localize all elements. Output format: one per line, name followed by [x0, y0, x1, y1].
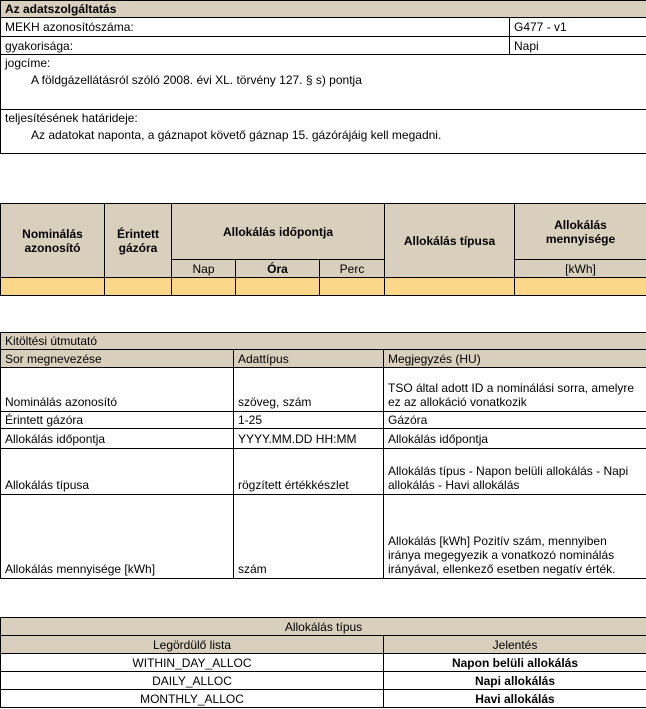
guide-row-note: Allokálás [kWh] Pozitív szám, mennyiben iránya megegyezik a vonatkozó nominálás irányával, ellenkező esetben negatív érték.	[384, 495, 646, 579]
guide-row-note: TSO által adott ID a nominálási sorra, amelyre ez az allokáció vonatkozik	[384, 368, 646, 412]
type-row	[1, 654, 646, 672]
guide-row-type: szöveg, szám	[234, 368, 384, 412]
input-erintett-cell[interactable]	[105, 278, 172, 296]
input-nap-cell[interactable]	[172, 278, 236, 296]
guide-row-name: Nominálás azonosító	[1, 368, 234, 412]
guide-row	[1, 429, 646, 449]
guide-row	[1, 449, 646, 495]
guide-title: Kitöltési útmutató	[1, 333, 646, 350]
sub-unit-header: [kWh]	[515, 260, 646, 278]
guide-row-type: YYYY.MM.DD HH:MM	[234, 429, 384, 449]
sub-perc-header: Perc	[320, 260, 385, 278]
sub-ora-header: Óra	[236, 260, 320, 278]
type-row	[1, 672, 646, 690]
guide-row	[1, 495, 646, 579]
deadline-label: teljesítésének határideje:	[5, 111, 138, 125]
type-header-list: Legördülő lista	[1, 636, 384, 654]
guide-row-type: rögzített értékkészlet	[234, 449, 384, 495]
input-nominalas-cell[interactable]	[1, 278, 105, 296]
guide-row-name: Allokálás időpontja	[1, 429, 234, 449]
deadline-cell	[1, 110, 646, 154]
legal-basis-cell	[1, 55, 646, 110]
col-nominalas-header: Nominálás azonosító	[1, 204, 105, 278]
input-tipus-cell[interactable]	[385, 278, 515, 296]
input-mennyiseg-cell[interactable]	[515, 278, 646, 296]
type-meaning: Havi allokálás	[384, 690, 646, 708]
allocation-data-table	[0, 203, 646, 296]
guide-row-name: Allokálás mennyisége [kWh]	[1, 495, 234, 579]
guide-header-note: Megjegyzés (HU)	[384, 350, 646, 368]
type-meaning: Napon belüli allokálás	[384, 654, 646, 672]
guide-row-type: 1-25	[234, 412, 384, 429]
input-ora-cell[interactable]	[236, 278, 320, 296]
sub-nap-header: Nap	[172, 260, 236, 278]
input-perc-cell[interactable]	[320, 278, 385, 296]
guide-row-note: Gázóra	[384, 412, 646, 429]
legal-text: A földgázellátásról szóló 2008. évi XL. törvény 127. § s) pontja	[31, 73, 362, 87]
guide-table	[0, 332, 646, 579]
service-info-table	[0, 0, 646, 154]
legal-label: jogcíme:	[5, 56, 51, 70]
type-code: DAILY_ALLOC	[1, 672, 384, 690]
guide-row-note: Allokálás típus - Napon belüli allokálás - Napi allokálás - Havi allokálás	[384, 449, 646, 495]
mekh-label: MEKH azonosítószáma:	[1, 18, 510, 37]
service-title: Az adatszolgáltatás	[1, 1, 646, 18]
data-entry-row	[1, 278, 646, 296]
guide-row-name: Érintett gázóra	[1, 412, 234, 429]
guide-row	[1, 368, 646, 412]
type-table-title: Allokálás típus	[1, 618, 646, 636]
col-tipus-header: Allokálás típusa	[385, 204, 515, 278]
col-idopont-header: Allokálás időpontja	[172, 204, 385, 260]
guide-header-type: Adattípus	[234, 350, 384, 368]
type-code: MONTHLY_ALLOC	[1, 690, 384, 708]
guide-row-type: szám	[234, 495, 384, 579]
mekh-value: G477 - v1	[510, 18, 646, 37]
allocation-type-table	[0, 617, 646, 708]
type-meaning: Napi allokálás	[384, 672, 646, 690]
frequency-value: Napi	[510, 37, 646, 55]
deadline-text: Az adatokat naponta, a gáznapot követő gáznap 15. gázórájáig kell megadni.	[31, 128, 442, 142]
type-header-meaning: Jelentés	[384, 636, 646, 654]
type-row	[1, 690, 646, 708]
guide-row	[1, 412, 646, 429]
guide-row-note: Allokálás időpontja	[384, 429, 646, 449]
col-mennyiseg-header: Allokálás mennyisége	[515, 204, 646, 260]
guide-row-name: Allokálás típusa	[1, 449, 234, 495]
guide-header-name: Sor megnevezése	[1, 350, 234, 368]
col-erintett-header: Érintett gázóra	[105, 204, 172, 278]
frequency-label: gyakorisága:	[1, 37, 510, 55]
type-code: WITHIN_DAY_ALLOC	[1, 654, 384, 672]
